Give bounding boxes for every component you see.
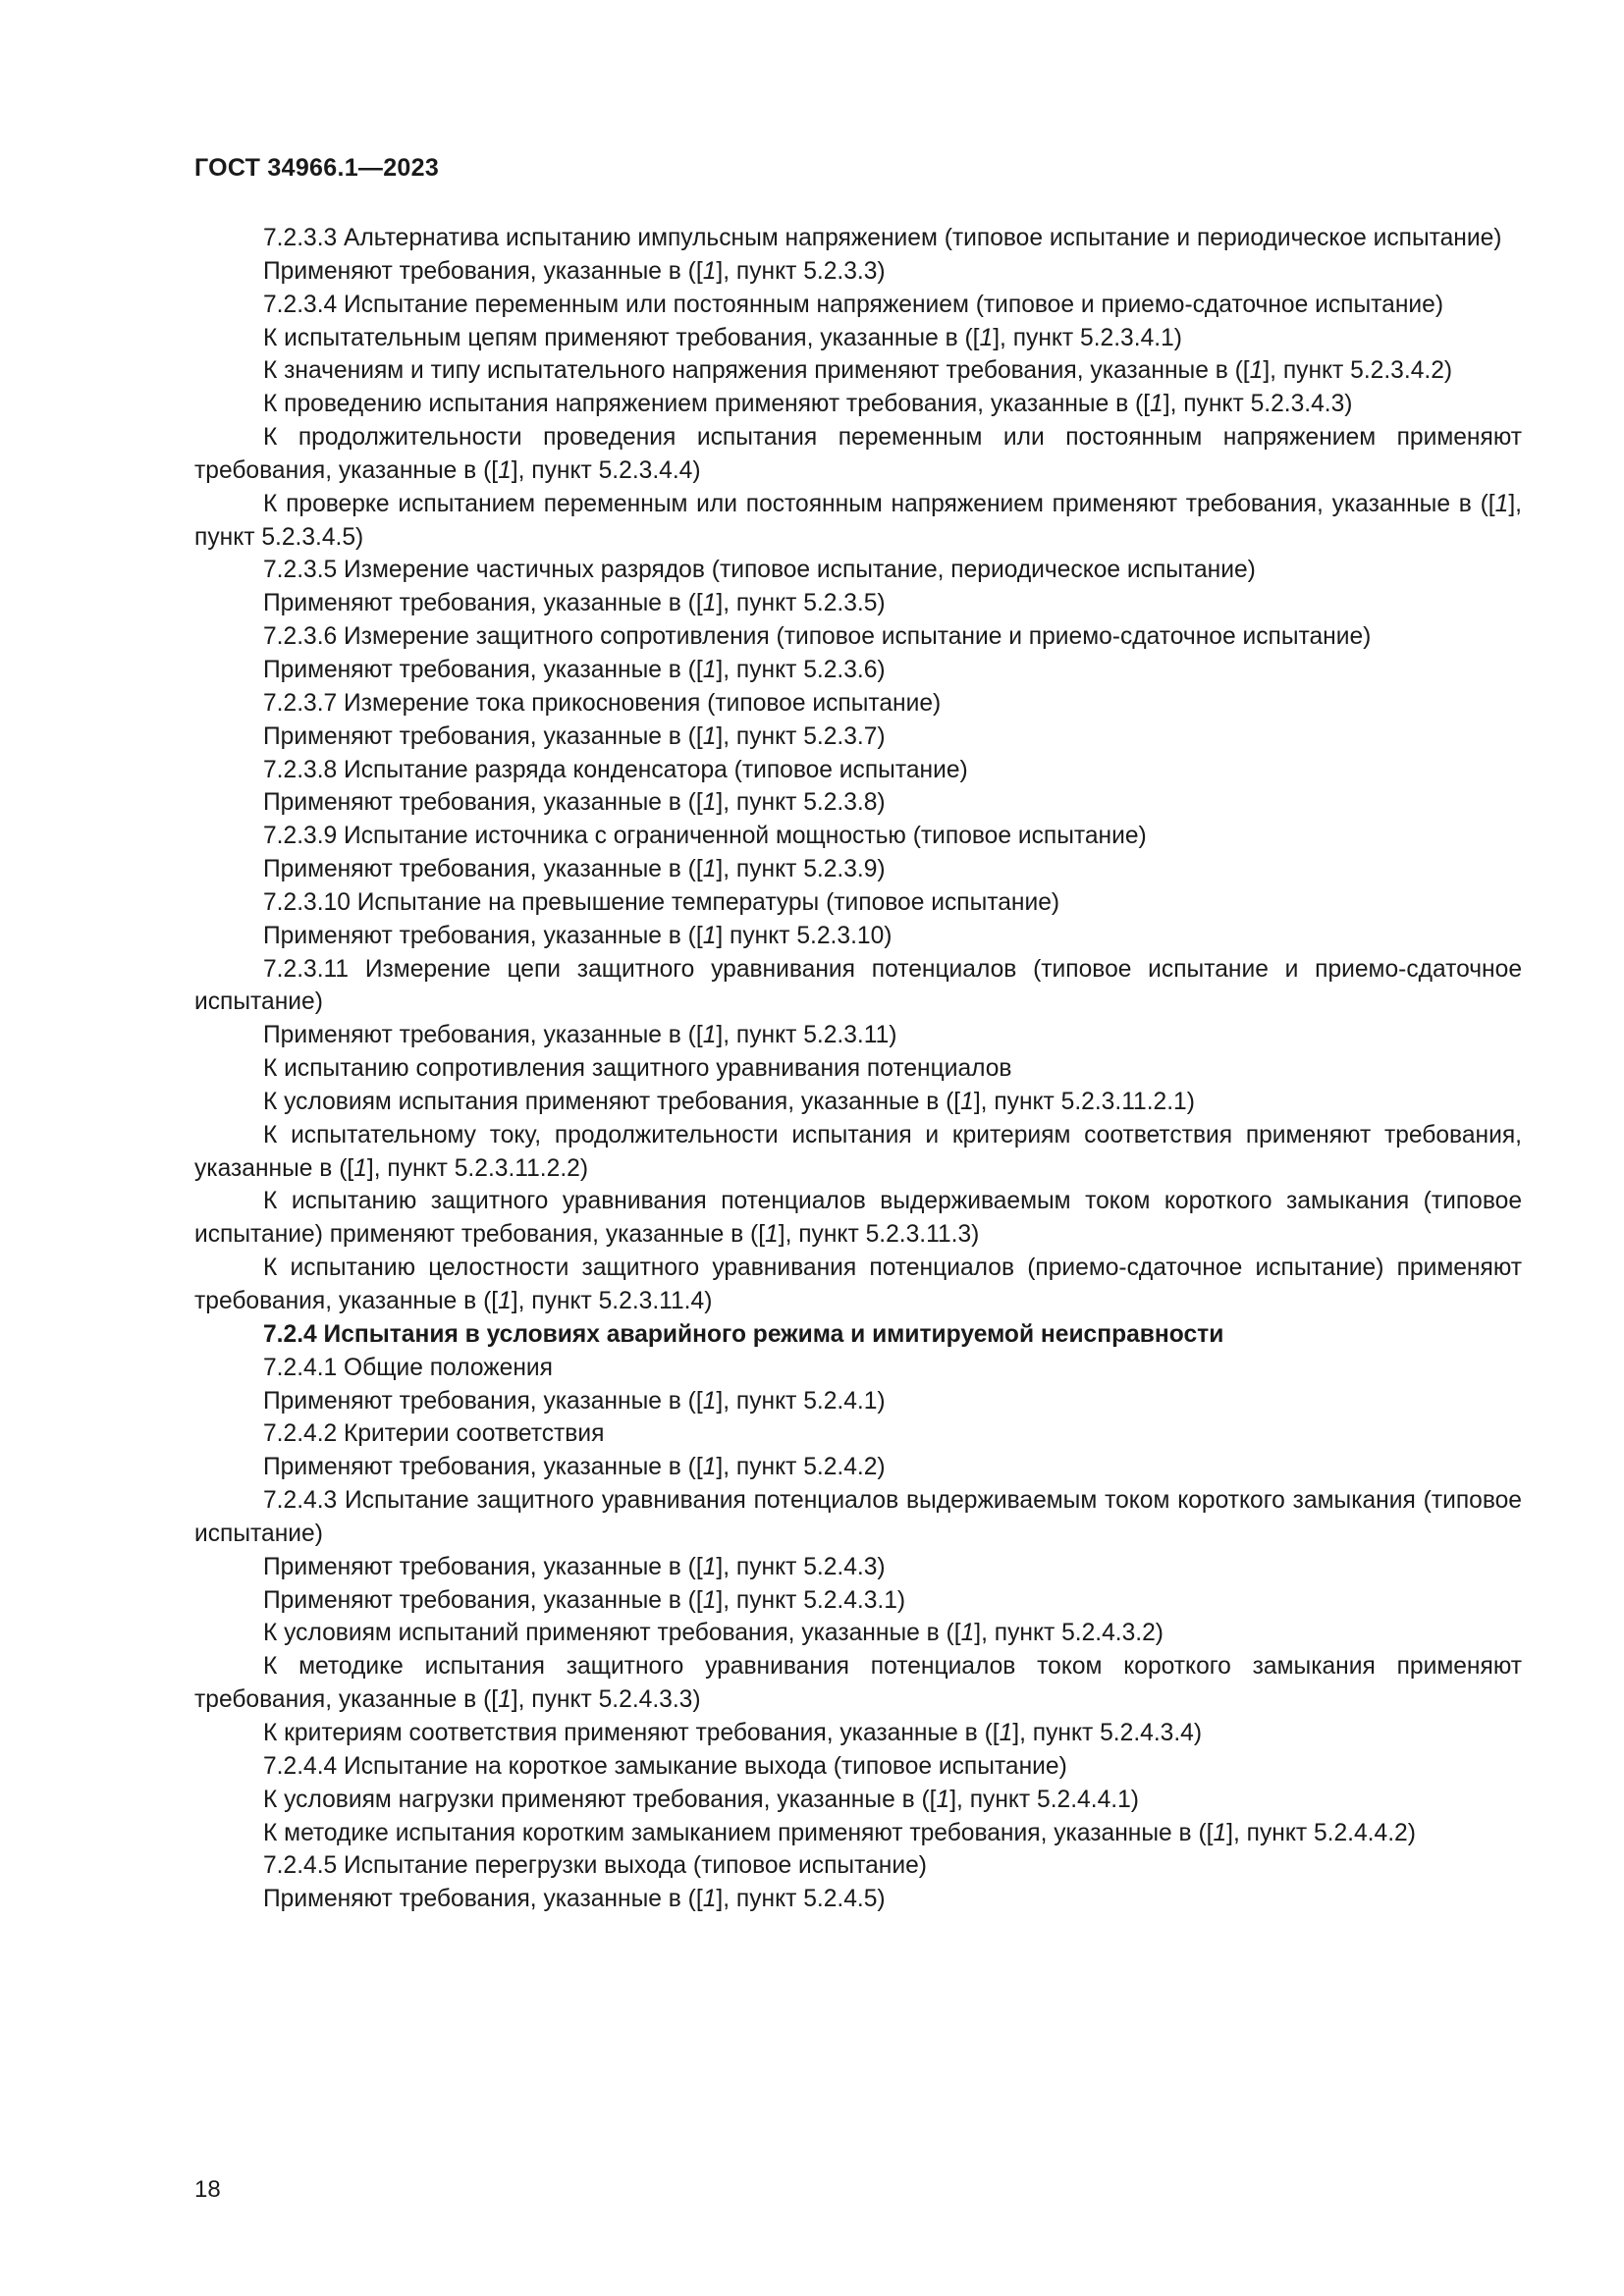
reference-number: 1	[498, 1288, 512, 1314]
paragraph	[194, 1119, 1522, 1186]
paragraph-text: К проведению испытания напряжением применяют требования, указанные в ([	[263, 391, 1151, 418]
paragraph-text: 7.2.4.4 Испытание на короткое замыкание выхода (типовое испытание)	[263, 1752, 1067, 1780]
paragraph-text: К методике испытания коротким замыканием применяют требования, указанные в ([	[263, 1819, 1214, 1846]
reference-number: 1	[702, 257, 717, 285]
paragraph-text: ], пункт 5.2.4.4.2)	[1226, 1819, 1416, 1846]
paragraph	[194, 1019, 1522, 1052]
paragraph-text: 7.2.3.7 Измерение тока прикосновения (типовое испытание)	[263, 689, 942, 717]
paragraph	[194, 1352, 1522, 1385]
paragraph	[194, 1252, 1522, 1318]
paragraph-text: 7.2.4.2 Критерии соответствия	[263, 1420, 605, 1448]
paragraph	[194, 687, 1522, 721]
paragraph	[194, 488, 1522, 555]
reference-number: 1	[702, 1387, 717, 1415]
paragraph	[194, 1584, 1522, 1618]
paragraph-text: К испытательным цепям применяют требования, указанные в ([	[263, 324, 980, 351]
paragraph-text: К продолжительности проведения испытания переменным или постоянным напряжением применяют требования, указанные в ([	[194, 424, 1522, 484]
paragraph	[194, 289, 1522, 322]
paragraph-text: Применяют требования, указанные в ([	[263, 1387, 703, 1415]
paragraph-text: 7.2.4 Испытания в условиях аварийного режима и имитируемой неисправности	[263, 1320, 1224, 1348]
paragraph	[194, 1717, 1522, 1750]
paragraph-text: ], пункт 5.2.4.2)	[716, 1454, 886, 1481]
paragraph-text: Применяют требования, указанные в ([	[263, 1586, 703, 1614]
paragraph	[194, 1849, 1522, 1883]
paragraph	[194, 554, 1522, 587]
paragraph	[194, 388, 1522, 421]
paragraph	[194, 222, 1522, 255]
paragraph	[194, 587, 1522, 620]
paragraph	[194, 953, 1522, 1020]
paragraph-text: ], пункт 5.2.3.11.3)	[778, 1221, 980, 1249]
paragraph-text: Применяют требования, указанные в ([	[263, 1022, 703, 1049]
paragraph	[194, 1417, 1522, 1451]
paragraph-text: 7.2.3.3 Альтернатива испытанию импульсным напряжением (типовое испытание и периодическое испытание)	[263, 225, 1502, 251]
paragraph-text: Применяют требования, указанные в ([	[263, 1553, 703, 1580]
paragraph-text: К условиям испытания применяют требования, указанные в ([	[263, 1088, 961, 1115]
paragraph-text: ], пункт 5.2.4.3.2)	[974, 1620, 1164, 1647]
paragraph-text: Применяют требования, указанные в ([	[263, 1454, 703, 1481]
paragraph-text: К условиям испытаний применяют требования, указанные в ([	[263, 1620, 961, 1647]
paragraph	[194, 721, 1522, 754]
paragraph-text: Применяют требования, указанные в ([	[263, 590, 703, 617]
paragraph-text: К испытанию защитного уравнивания потенциалов выдерживаемым током короткого замыкания (типовое испытание) применяют требования, указанные в ([	[194, 1188, 1522, 1249]
paragraph-text: 7.2.3.5 Измерение частичных разрядов (типовое испытание, периодическое испытание)	[263, 557, 1256, 584]
paragraph-text: ], пункт 5.2.4.3.1)	[716, 1586, 906, 1614]
paragraph-text: ], пункт 5.2.3.11)	[716, 1022, 897, 1049]
paragraph	[194, 1052, 1522, 1086]
paragraph-text: ], пункт 5.2.4.3.4)	[1012, 1719, 1203, 1746]
reference-number: 1	[353, 1154, 367, 1182]
paragraph-text: Применяют требования, указанные в ([	[263, 1886, 703, 1913]
paragraph-text: ], пункт 5.2.3.4.5)	[194, 490, 1522, 551]
paragraph-text: К испытательному току, продолжительности испытания и критериям соответствия применяют требования, указанные в ([	[194, 1121, 1522, 1182]
paragraph-text: Применяют требования, указанные в ([	[263, 922, 703, 949]
paragraph-text: ], пункт 5.2.3.11.2.2)	[366, 1154, 589, 1182]
paragraph-text: 7.2.4.1 Общие положения	[263, 1354, 553, 1381]
reference-number: 1	[702, 1553, 717, 1580]
paragraph-text: К методике испытания защитного уравнивания потенциалов током короткого замыкания применяют требования, указанные в ([	[194, 1653, 1522, 1714]
reference-number: 1	[702, 722, 717, 750]
paragraph-text: Применяют требования, указанные в ([	[263, 722, 703, 750]
paragraph-text: К испытанию сопротивления защитного уравнивания потенциалов	[263, 1055, 1012, 1083]
paragraph	[194, 1750, 1522, 1784]
paragraph-text: ], пункт 5.2.4.3.3)	[511, 1686, 701, 1714]
paragraph-text: 7.2.3.10 Испытание на превышение температуры (типовое испытание)	[263, 888, 1060, 916]
paragraph	[194, 1086, 1522, 1119]
paragraph	[194, 654, 1522, 687]
paragraph-text: ], пункт 5.2.3.4.1)	[993, 324, 1182, 351]
paragraph-text: 7.2.3.11 Измерение цепи защитного уравнивания потенциалов (типовое испытание и приемо-сдаточное испытание)	[194, 955, 1522, 1016]
paragraph-text: ], пункт 5.2.4.1)	[716, 1387, 886, 1415]
reference-number: 1	[498, 456, 512, 484]
paragraph-text: ], пункт 5.2.3.11.4)	[511, 1288, 713, 1314]
paragraph-text: ] пункт 5.2.3.10)	[716, 922, 893, 949]
paragraph-text: ], пункт 5.2.4.4.1)	[949, 1786, 1139, 1813]
paragraph-text: 7.2.3.6 Измерение защитного сопротивления (типовое испытание и приемо-сдаточное испытание)	[263, 623, 1372, 651]
reference-number: 1	[936, 1786, 950, 1813]
paragraph-text: ], пункт 5.2.3.6)	[716, 656, 886, 683]
paragraph-text: ], пункт 5.2.3.7)	[716, 722, 886, 750]
reference-number: 1	[702, 590, 717, 617]
reference-number: 1	[1494, 490, 1509, 517]
reference-number: 1	[765, 1221, 779, 1249]
paragraph	[194, 421, 1522, 488]
paragraph	[194, 1784, 1522, 1817]
paragraph-text: 7.2.4.5 Испытание перегрузки выхода (типовое испытание)	[263, 1852, 927, 1880]
paragraph-text: ], пункт 5.2.3.5)	[716, 590, 886, 617]
paragraph-text: ], пункт 5.2.3.4.2)	[1263, 357, 1453, 385]
reference-number: 1	[702, 1022, 717, 1049]
reference-number: 1	[1213, 1819, 1227, 1846]
reference-number: 1	[702, 656, 717, 683]
reference-number: 1	[702, 856, 717, 883]
paragraph-text: ], пункт 5.2.3.11.2.1)	[973, 1088, 1195, 1115]
paragraph-text: К условиям нагрузки применяют требования, указанные в ([	[263, 1786, 937, 1813]
paragraph	[194, 1650, 1522, 1717]
paragraph-text: ], пункт 5.2.3.4.3)	[1163, 391, 1353, 418]
paragraph-text: 7.2.3.8 Испытание разряда конденсатора (типовое испытание)	[263, 756, 968, 783]
paragraph	[194, 620, 1522, 654]
paragraph-text: ], пункт 5.2.3.9)	[716, 856, 886, 883]
paragraph	[194, 1385, 1522, 1418]
paragraph-text: ], пункт 5.2.3.4.4)	[511, 456, 701, 484]
paragraph	[194, 853, 1522, 886]
paragraph-text: К значениям и типу испытательного напряжения применяют требования, указанные в ([	[263, 357, 1250, 385]
reference-number: 1	[498, 1686, 512, 1714]
paragraph-text: 7.2.3.4 Испытание переменным или постоянным напряжением (типовое и приемо-сдаточное испытание)	[263, 291, 1444, 318]
paragraph-text: 7.2.3.9 Испытание источника с ограниченной мощностью (типовое испытание)	[263, 823, 1147, 850]
paragraph-text: 7.2.4.3 Испытание защитного уравнивания потенциалов выдерживаемым током короткого замыкания (типовое испытание)	[194, 1487, 1522, 1547]
paragraph	[194, 1817, 1522, 1850]
paragraph	[194, 322, 1522, 355]
paragraph	[194, 786, 1522, 820]
paragraph	[194, 255, 1522, 289]
paragraph	[194, 886, 1522, 920]
document-header: ГОСТ 34966.1—2023	[194, 154, 440, 182]
reference-number: 1	[702, 922, 717, 949]
paragraph	[194, 754, 1522, 787]
paragraph	[194, 354, 1522, 388]
reference-number: 1	[1150, 391, 1164, 418]
paragraph-text: Применяют требования, указанные в ([	[263, 656, 703, 683]
paragraph	[194, 1551, 1522, 1584]
paragraph	[194, 1451, 1522, 1484]
paragraph	[194, 1484, 1522, 1551]
reference-number: 1	[1249, 357, 1264, 385]
reference-number: 1	[999, 1719, 1013, 1746]
reference-number: 1	[702, 789, 717, 817]
paragraph-text: К проверке испытанием переменным или постоянным напряжением применяют требования, указанные в ([	[263, 490, 1495, 517]
page-number: 18	[194, 2176, 221, 2203]
paragraph-text: Применяют требования, указанные в ([	[263, 257, 703, 285]
reference-number: 1	[702, 1454, 717, 1481]
paragraph-text: К критериям соответствия применяют требования, указанные в ([	[263, 1719, 1000, 1746]
paragraph	[194, 1185, 1522, 1252]
paragraph-text: Применяют требования, указанные в ([	[263, 789, 703, 817]
reference-number: 1	[979, 324, 994, 351]
reference-number: 1	[960, 1088, 974, 1115]
paragraph-text: ], пункт 5.2.3.8)	[716, 789, 886, 817]
paragraph	[194, 1617, 1522, 1650]
document-body	[194, 222, 1522, 1916]
paragraph-text: ], пункт 5.2.3.3)	[716, 257, 886, 285]
paragraph	[194, 920, 1522, 953]
paragraph	[194, 1883, 1522, 1916]
paragraph-text: ], пункт 5.2.4.3)	[716, 1553, 886, 1580]
reference-number: 1	[702, 1886, 717, 1913]
section-heading	[194, 1318, 1522, 1352]
paragraph-text: ], пункт 5.2.4.5)	[716, 1886, 886, 1913]
reference-number: 1	[702, 1586, 717, 1614]
reference-number: 1	[960, 1620, 975, 1647]
paragraph	[194, 820, 1522, 853]
paragraph-text: Применяют требования, указанные в ([	[263, 856, 703, 883]
paragraph-text: К испытанию целостности защитного уравнивания потенциалов (приемо-сдаточное испытание) применяют требования, указанные в ([	[194, 1255, 1522, 1314]
